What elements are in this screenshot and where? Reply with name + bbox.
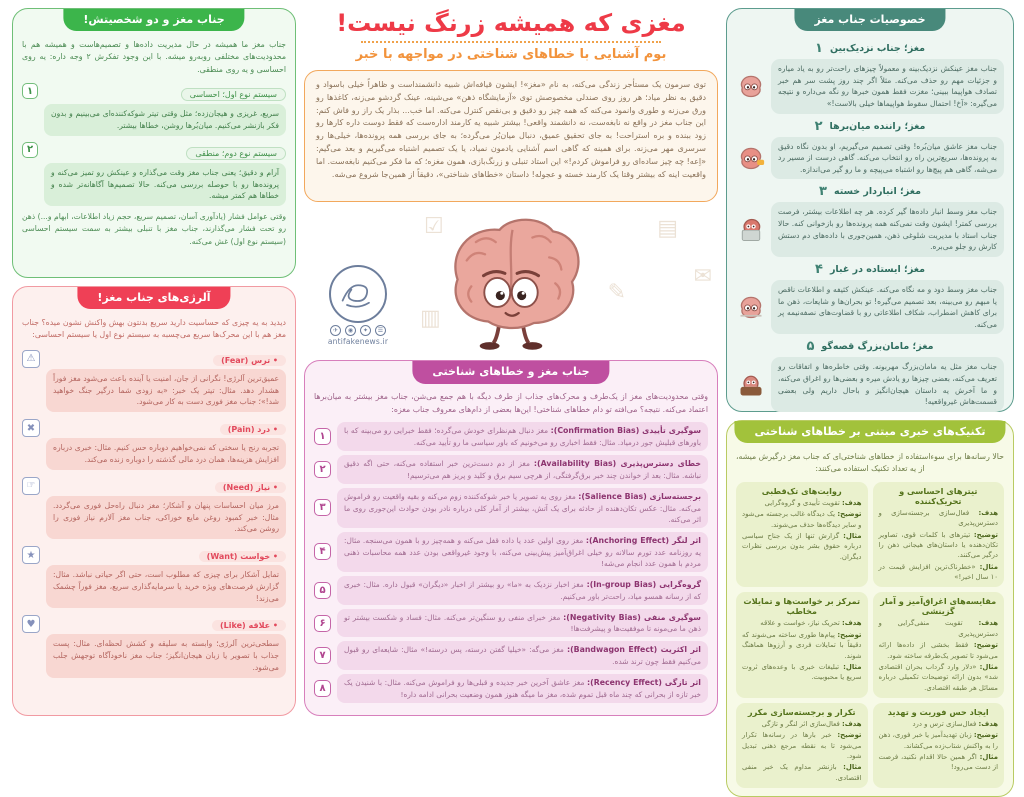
allergy-title: • ترس (Fear) [213,355,286,366]
panel-news-techniques [726,420,1014,797]
system-number: ۲ [22,142,38,158]
bias-title: سوگیری منفی (Negativity Bias): [563,612,701,622]
technique-example: مثال: اگر همین حالا اقدام نکنید، فرصت از دست می‌رود! [878,753,998,772]
system-body: آرام و دقیق؛ یعنی جناب مغز وقت می‌گذاره و عینکش رو تمیز می‌کنه و پرونده‌ها رو با حوصله بررسی می‌کنه. حالا تصمیم‌ها آگاهانه‌تر شده و خطاها هم کمتر میشه. [44,163,286,206]
item-number: ۵ [806,339,815,355]
publisher-watermark [310,265,406,346]
allergy-content [46,417,286,470]
bias-body: گروه‌گرایی (In-group Bias): مغز اخبار نزدیک به «ما» رو بیشتر از اخبار «دیگران» قبول داره. مثال: خبری که از رسانه همسو میاد، راحت‌تر باور می‌کنیم. [337,576,708,605]
technique-block [873,703,1005,788]
panel-brain-characteristics [726,8,1014,412]
bias-number: ۶ [314,615,331,632]
item-number: ۱ [815,41,823,56]
allergy-body: مرز میان احساسات پنهان و آشکار؛ مغز دنبال راه‌حل فوری می‌گردد. مثال: خبر کمبود روغن مایع خوراکی، جناب مغز آلارم نیاز فوری را روشن می‌کند. [46,496,286,539]
brain-character-icon [736,72,766,100]
item-number: ۳ [819,184,827,200]
eitaa-icon: ☰ [375,325,386,336]
bias-item [314,674,708,703]
bias-item [314,455,708,484]
system-title: سیستم نوع دوم؛ منطقی [186,147,286,160]
bias-number: ۱ [314,428,331,445]
allergy-body: عمیق‌ترین آلرژی! نگرانی از جان، امنیت یا آینده باعث می‌شود مغز فوراً هشدار دهد. مثال: تیتر یک خبر: «به زودی شما درگیر جنگ خواهید شد!»؛ جناب مغز فوری دست به کار می‌شود. [46,369,286,412]
bias-body: اثر تازگی (Recency Effect): مغز عاشق آخرین خبر جدیده و قبلی‌ها رو فراموش می‌کنه. مثال: با شنیدن یک خبر تازه از بحرانی که چند ماه قبل تموم شده، مغز ما میگه هنوز همون وضعیت بحرانی ادامه داره! [337,674,708,703]
technique-goal: هدف: فعال‌سازی ترس و درد [912,719,998,728]
title-divider [361,41,661,43]
bias-number: ۸ [314,680,331,697]
item-body: جناب مغز وسط دود و مه نگاه می‌کنه. عینکش کثیفه و اطلاعات ناقص یا مبهم رو می‌بینه، بعد تصمیم می‌گیره! تو بحران‌ها و شایعات، ذهن ما برای کاهش اضطراب، شکاف اطلاعاتی رو با قضاوت‌های نصفه‌نیمه پر می‌کنه. [771,280,1004,335]
bias-body: خطای دسترس‌پذیری (Availability Bias): مغز از دم دست‌ترین خبر استفاده می‌کنه، حتی اگه دقیق نباشه. مثال: بعد از خواندن چند خبر برق‌گرفتگی، از هرچی سیم برق و کلید و پریز هم می‌ترسیم! [337,455,708,484]
publisher-stamp-logo [329,265,387,323]
bias-title: اثر لنگر (Anchoring Effect): [585,535,701,545]
fear-icon: ⚠ [22,350,40,368]
allergy-item [22,348,286,412]
system-title: سیستم نوع اول؛ احساسی [181,88,286,101]
bias-number: ۲ [314,461,331,478]
characteristic-item [736,184,1004,257]
allergy-item [22,544,286,608]
item-title: مغز؛ انباردار خسته [833,186,921,198]
allergy-body: تجربه رنج یا سختی که نمی‌خواهیم دوباره حس کنیم. مثال: خبری درباره افزایش هزینه‌ها، همان درد مالی گذشته را دوباره زنده می‌کند. [46,438,286,470]
technique-block [736,703,868,788]
title-block [304,8,718,62]
envelope-icon: ✉ [693,263,712,289]
item-body: جناب مغز عینکش نزدیک‌بینه و معمولاً چیزهای راحت‌تر رو به یاد میاره و جزئیات مهم رو حذف می‌کنه. مثلاً اگر چند روز پشت سر هم خبر تصادف هواپیما ببینی؛ مغزت فقط همون خبرها رو نگه می‌داره و نتیجه می‌گیره: «آخ! احتمال سقوط هواپیماها خیلی بالاست!» [771,59,1004,114]
allergy-title: • نیاز (Need) [215,482,286,493]
check-icon: ☑ [424,213,444,239]
dual-intro: جناب مغز ما همیشه در حال مدیریت داده‌ها و تصمیم‌هاست و همیشه هم با محدودیت‌های مختلفی روبه‌رو میشه. با این وجود تفکرش ۲ وجه داره: یه روی احساسی و یه روی منطقی. [22,40,286,74]
technique-desc: توضیح: خبر بارها در رسانه‌ها تکرار می‌شود تا به نقطه مرجع ذهنی تبدیل شود. [742,731,862,761]
technique-example: مثال: تبلیغات خبری با وعده‌های ثروت سریع یا محبوبیت. [742,662,862,682]
system-body: سریع، غریزی و هیجان‌زده؛ مثل وقتی تیتر شوکه‌کننده‌ای می‌بینیم و بدون فکر بازنشر می‌کنیم. میان‌بُرها روشن، خطاها بیشتر. [44,104,286,136]
bias-number: ۷ [314,647,331,664]
brain-character-icon [736,293,766,321]
brain-character-icon [736,144,766,172]
bias-item [314,422,708,451]
biases-intro: وقتی محدودیت‌های مغز از یک‌طرف و محرک‌های جذاب از طرف دیگه با هم جمع می‌شن، جناب مغز بیشتر به میان‌برها اعتماد می‌کنه. نتیجه؟ می‌افته تو دام خطاهای شناختی! این‌ها بعضی از دام‌های معروف جناب مغزه: [314,392,708,414]
technique-desc: توضیح: فقط بخشی از داده‌ها ارائه می‌شود تا تصویر یک‌طرفه ساخته شود. [878,641,998,660]
technique-block [873,592,1005,698]
brain-character-icon [736,216,766,244]
bias-title: برجسته‌سازی (Salience Bias): [578,492,702,501]
panel-header-dual: جناب مغز و دو شخصیتش! [63,9,244,31]
techniques-intro: حالا رسانه‌ها برای سوءاستفاده از خطاهای شناختی‌ای که جناب مغز درگیرش میشه، از یه تعداد تکنیک استفاده می‌کنند: [736,452,1004,474]
technique-block [736,482,868,588]
bias-number: ۳ [314,499,331,516]
technique-title: ایجاد حس فوریت و تهدید [887,706,989,717]
characteristic-item [736,339,1004,412]
item-title: مغز؛ راننده میان‌برها [829,120,926,132]
technique-example: مثال: گزارش تنها از یک جناح سیاسی درباره حقوق بشر بدون بررسی نظرات دیگران. [742,532,862,561]
twitter-icon: ✦ [360,325,371,336]
item-number: ۴ [815,261,823,277]
technique-goal: هدف: تقویت تأییدی و گروه‌گرایی [764,498,862,507]
system-content [44,82,286,136]
document-icon: ▤ [657,215,678,241]
bias-title: گروه‌گرایی (In-group Bias): [586,579,701,589]
technique-desc: توضیح: پیام‌ها طوری ساخته می‌شوند که دقیقاً با تمایلات فردی و آرزوها هماهنگ شوند. [742,630,862,660]
story-intro-box: توی سرمون یک مستأجر زندگی می‌کنه، به نام «مغز»! ایشون قیافه‌اش شبیه دانشمنداست و ظاهراً خیلی باسواد و دقیق به نظر میاد؛ هر روز روی صندلی مخصوصش توی «آزمایشگاه ذهن» می‌شینه، عینک گردشو می‌زنه، کاغذها رو ورق می‌زنه و طوری وانمود می‌کنه که همه چیز رو دقیق و بی‌نقص کنترل می‌کنه. اما خب... بذار یک راز رو فاش کنم: این جناب مغز در واقع نه نابغه‌ست، نه دانشمند واقعی! بیشتر شبیه یه کارمند اداره‌ست که فقط دوست داره کارها رو زود ببنده و بره استراحت! به جای تحقیق عمیق، دنبال میان‌بُر می‌گرده؛ به جای بررسی همه پرونده‌ها، خیلی‌ها رو سرسری مهر می‌زنه. برای همینه که گاهی اسم آشنایی یادمون نمیاد، یا یک تصمیم اشتباه می‌گیریم و بعد می‌گیم: «اِعه! چه چیز ساده‌ای رو فراموش کردم!» این استاد تنبلی و زرنگ‌بازی، همون مغزه؛ که ما فکر می‌کنیم نابغه‌ست. اما واقعیت اینه که بیشتر وقتا یک کارمند خسته و عجوله! داستان «خطاهای شناختی»، دقیقاً از همین‌جا شروع می‌شه. [304,70,718,202]
item-number: ۲ [814,118,823,134]
bias-item [314,532,708,572]
panel-dual-personality [12,8,296,278]
characteristic-item [736,262,1004,335]
want-icon: ★ [22,546,40,564]
allergy-title: • درد (Pain) [220,424,286,435]
instagram-icon: ◉ [345,325,356,336]
technique-goal: هدف: فعال‌سازی برجسته‌سازی و دسترس‌پذیری [878,508,998,528]
bias-number: ۵ [314,582,331,599]
bias-item [314,488,708,528]
bias-item [314,641,708,670]
panel-brain-allergies [12,286,296,716]
pain-icon: ✖ [22,419,40,437]
technique-title: تیترهای احساسی و تحریک‌کننده [899,485,978,506]
technique-desc: توضیح: تیترهای با کلمات قوی، تصاویر تکان‌دهنده یا داستان‌های هیجانی ذهن را درگیر می‌کنند. [878,530,998,560]
bias-number: ۴ [314,543,331,560]
allergy-item [22,417,286,470]
technique-example: مثال: بازنشر مداوم یک خبر منفی اقتصادی. [742,763,862,782]
bias-body: اثر لنگر (Anchoring Effect): مغز روی اولین عدد یا داده قفل می‌کنه و همه‌چیز رو با همون می‌سنجه. مثال: یه روزنامه عدد تورم سالانه رو خیلی اغراق‌آمیز پیش‌بینی می‌کنه، با وجود غیرواقعی بودن عدد همه محاسبات ذهنی مردم با همون عدد انجام می‌شه! [337,532,708,572]
technique-block [736,592,868,698]
need-icon: ☞ [22,477,40,495]
pencil-icon: ✎ [607,279,626,305]
system-content [44,141,286,206]
technique-goal: هدف: تقویت منفی‌گرایی و دسترس‌پذیری [878,619,998,638]
technique-example: مثال: «دلار وارد گرداب بحران اقتصادی شد» بدون ارائه توضیحات تکمیلی درباره مسائل هر طبقه اقتصادی. [878,662,998,692]
characteristic-item [736,41,1004,114]
bias-title: اثر اکثریت (Bandwagon Effect): [566,645,701,655]
item-title: مغز؛ جناب نزدیک‌بین [829,43,925,54]
center-column [304,8,718,716]
technique-block [873,482,1005,588]
system-item [22,141,286,206]
brain-illustration-zone [304,210,718,353]
technique-title: روایت‌های تک‌قطبی [761,485,842,496]
panel-header-biases: جناب مغز و خطاهای شناختی [412,361,609,383]
bias-body: اثر اکثریت (Bandwagon Effect): مغز می‌گه: «خیلیا گفتن درسته، پس درسته!» مثال: شایعه‌ای رو قبول می‌کنیم فقط چون ترند شده. [337,641,708,670]
like-icon: ♥ [22,615,40,633]
bias-item [314,576,708,605]
allergy-content [46,544,286,608]
allergy-body: سطحی‌ترین آلرژی؛ وابسته به سلیقه و کشش لحظه‌ای. مثال: پست جذاب با تصویر یا زبان هیجان‌انگیز؛ جناب مغز ناخودآگاه توجهش جلب می‌شود. [46,634,286,677]
brain-mascot [427,207,595,356]
panel-cognitive-biases [304,360,718,716]
techniques-grid [736,482,1004,788]
technique-desc: توضیح: زبان تهدیدآمیز یا خبر فوری، ذهن را به واکنش شتاب‌زده می‌کشاند. [878,731,998,750]
bias-body: سوگیری تأییدی (Confirmation Bias): مغز دنبال هم‌نظرای خودش می‌گرده؛ فقط خبرایی رو می‌بینه که با باورهای قبلیش جور درمیاد. مثال: فقط اخباری رو می‌خونیم که باور سیاسی ما رو تأیید می‌کنه. [337,422,708,451]
panel-header-allergies: آلرژی‌های جناب مغز! [77,287,230,309]
allergies-intro: دیدید به یه چیزی که حساسیت دارید سریع بدنتون بهش واکنش نشون میده؟ جناب مغز هم با این محرک‌ها سریع می‌چسبه به سیستم نوع اول یا سیستم احساسی: [22,318,286,340]
dual-footer-note: وقتی عوامل فشار (یادآوری آسان، تصمیم سریع، حجم زیاد اطلاعات، ابهام و...) ذهن رو تحت فشار می‌گذارند، جناب مغز با تنبلی بیشتر به سمت سیستم احساسی (سیستم نوع اول) غش می‌کنه. [22,212,286,246]
technique-example: مثال: «خطرناک‌ترین افزایش قیمت در ۱۰ سال اخیر!» [878,562,998,582]
technique-goal: هدف: فعال‌سازی اثر لنگر و تازگی [761,719,862,728]
left-column [12,8,296,716]
technique-title: تکرار و برجسته‌سازی مکرر [747,706,856,717]
item-body: جناب مغز وسط انبار داده‌ها گیر کرده. هر چه اطلاعات بیشتر، فرصت بررسی کمتر! ایشون وقت نمی‌کنه همه پرونده‌ها رو بازخوانی کنه. حالا جناب استاد با مدیریت شلوغی ذهن، همین‌جوری با داده‌های دم دستش کارش رو جلو می‌بره. [771,202,1004,257]
bias-title: خطای دسترس‌پذیری (Availability Bias): [533,459,701,469]
bias-body: سوگیری منفی (Negativity Bias): مغز خبرای منفی رو سنگین‌تر می‌کنه. مثال: فساد و شکست بیشتر تو ذهن ما می‌مونه تا موفقیت‌ها و پیشرفت‌ها! [337,609,708,638]
item-title: مغز؛ ایستاده در غبار [829,263,925,275]
allergy-content [46,475,286,539]
system-item [22,82,286,136]
allergy-title: • خواست (Want) [199,551,286,562]
system-number: ۱ [22,83,38,99]
item-body: جناب مغز عاشق میان‌بُره! وقتی تصمیم می‌گیریم، او بدون نگاه دقیق به پرونده‌ها، سریع‌ترین راه رو انتخاب می‌کنه. گاهی درست از مسیر رد می‌شه، گاهی هم پیچ‌ها رو اشتباه می‌پیچه و ما رو گیر می‌اندازه. [771,137,1004,180]
social-icons-row [310,325,406,336]
allergy-item [22,475,286,539]
bias-item [314,609,708,638]
technique-title: مقایسه‌های اغراق‌آمیز و آمار گزینشی [880,596,997,617]
allergy-body: تمایل آشکار برای چیزی که مطلوب است، حتی اگر حیاتی نباشد. مثال: گزارش فرصت‌های ویژه خرید یا سرمایه‌گذاری سریع، مغز فوراً چشمک می‌زند! [46,565,286,608]
item-title: مغز؛ مامان‌بزرگ قصه‌گو [821,341,934,353]
technique-title: تمرکز بر خواست‌ها و تمایلات مخاطب [743,596,861,617]
allergy-title: • علاقه (Like) [212,620,286,631]
page-subtitle: بوم آشنایی با خطاهای شناختی در مواجهه با خبر [355,46,667,62]
bias-title: اثر تازگی (Recency Effect): [587,678,701,688]
item-body: جناب مغز مثل یه مامان‌بزرگ مهربونه. وقتی خاطره‌ها و اتفاقات رو تعریف می‌کنه، بعضی چیزها رو یادش میره و بعضی‌ها رو اغراق می‌کنه، و ما آخرش یه داستان هیجان‌انگیز و باحال داریم ولی بعضی قسمت‌هاش غیرواقعیه! [771,357,1004,412]
panel-header-characteristics: خصوصیات جناب مغز [794,9,945,31]
technique-desc: توضیح: یک دیدگاه غالب برجسته می‌شود و سایر دیدگاه‌ها حذف می‌شوند. [742,510,862,529]
bias-title: سوگیری تأییدی (Confirmation Bias): [550,426,701,436]
technique-goal: هدف: تحریک نیاز، خواست و علاقه [760,619,862,628]
newspaper-icon: ▥ [420,305,441,331]
panel-header-techniques: تکنیک‌های خبری مبتنی بر خطاهای شناختی [734,421,1005,443]
brain-character-icon [736,371,766,399]
bias-body: برجسته‌سازی (Salience Bias): مغز روی یه تصویر یا خبر شوکه‌کننده زوم می‌کنه و بقیه واقعیت رو فراموش می‌کنه. مثال: عکس تکان‌دهنده از حادثه برای یک آتش، بیشتر از آمار کلی درباره نادر بودن حوادث این‌جوری روی ما اثر می‌کنه. [337,488,708,528]
characteristic-item [736,119,1004,180]
website-url: antifakenews.ir [327,337,389,347]
page-title: مغزی که همیشه زرنگ نیست! [336,9,686,37]
telegram-icon: ✈ [330,325,341,336]
right-column [726,8,1014,782]
allergy-content [46,613,286,677]
allergy-content [46,348,286,412]
allergy-item [22,613,286,677]
